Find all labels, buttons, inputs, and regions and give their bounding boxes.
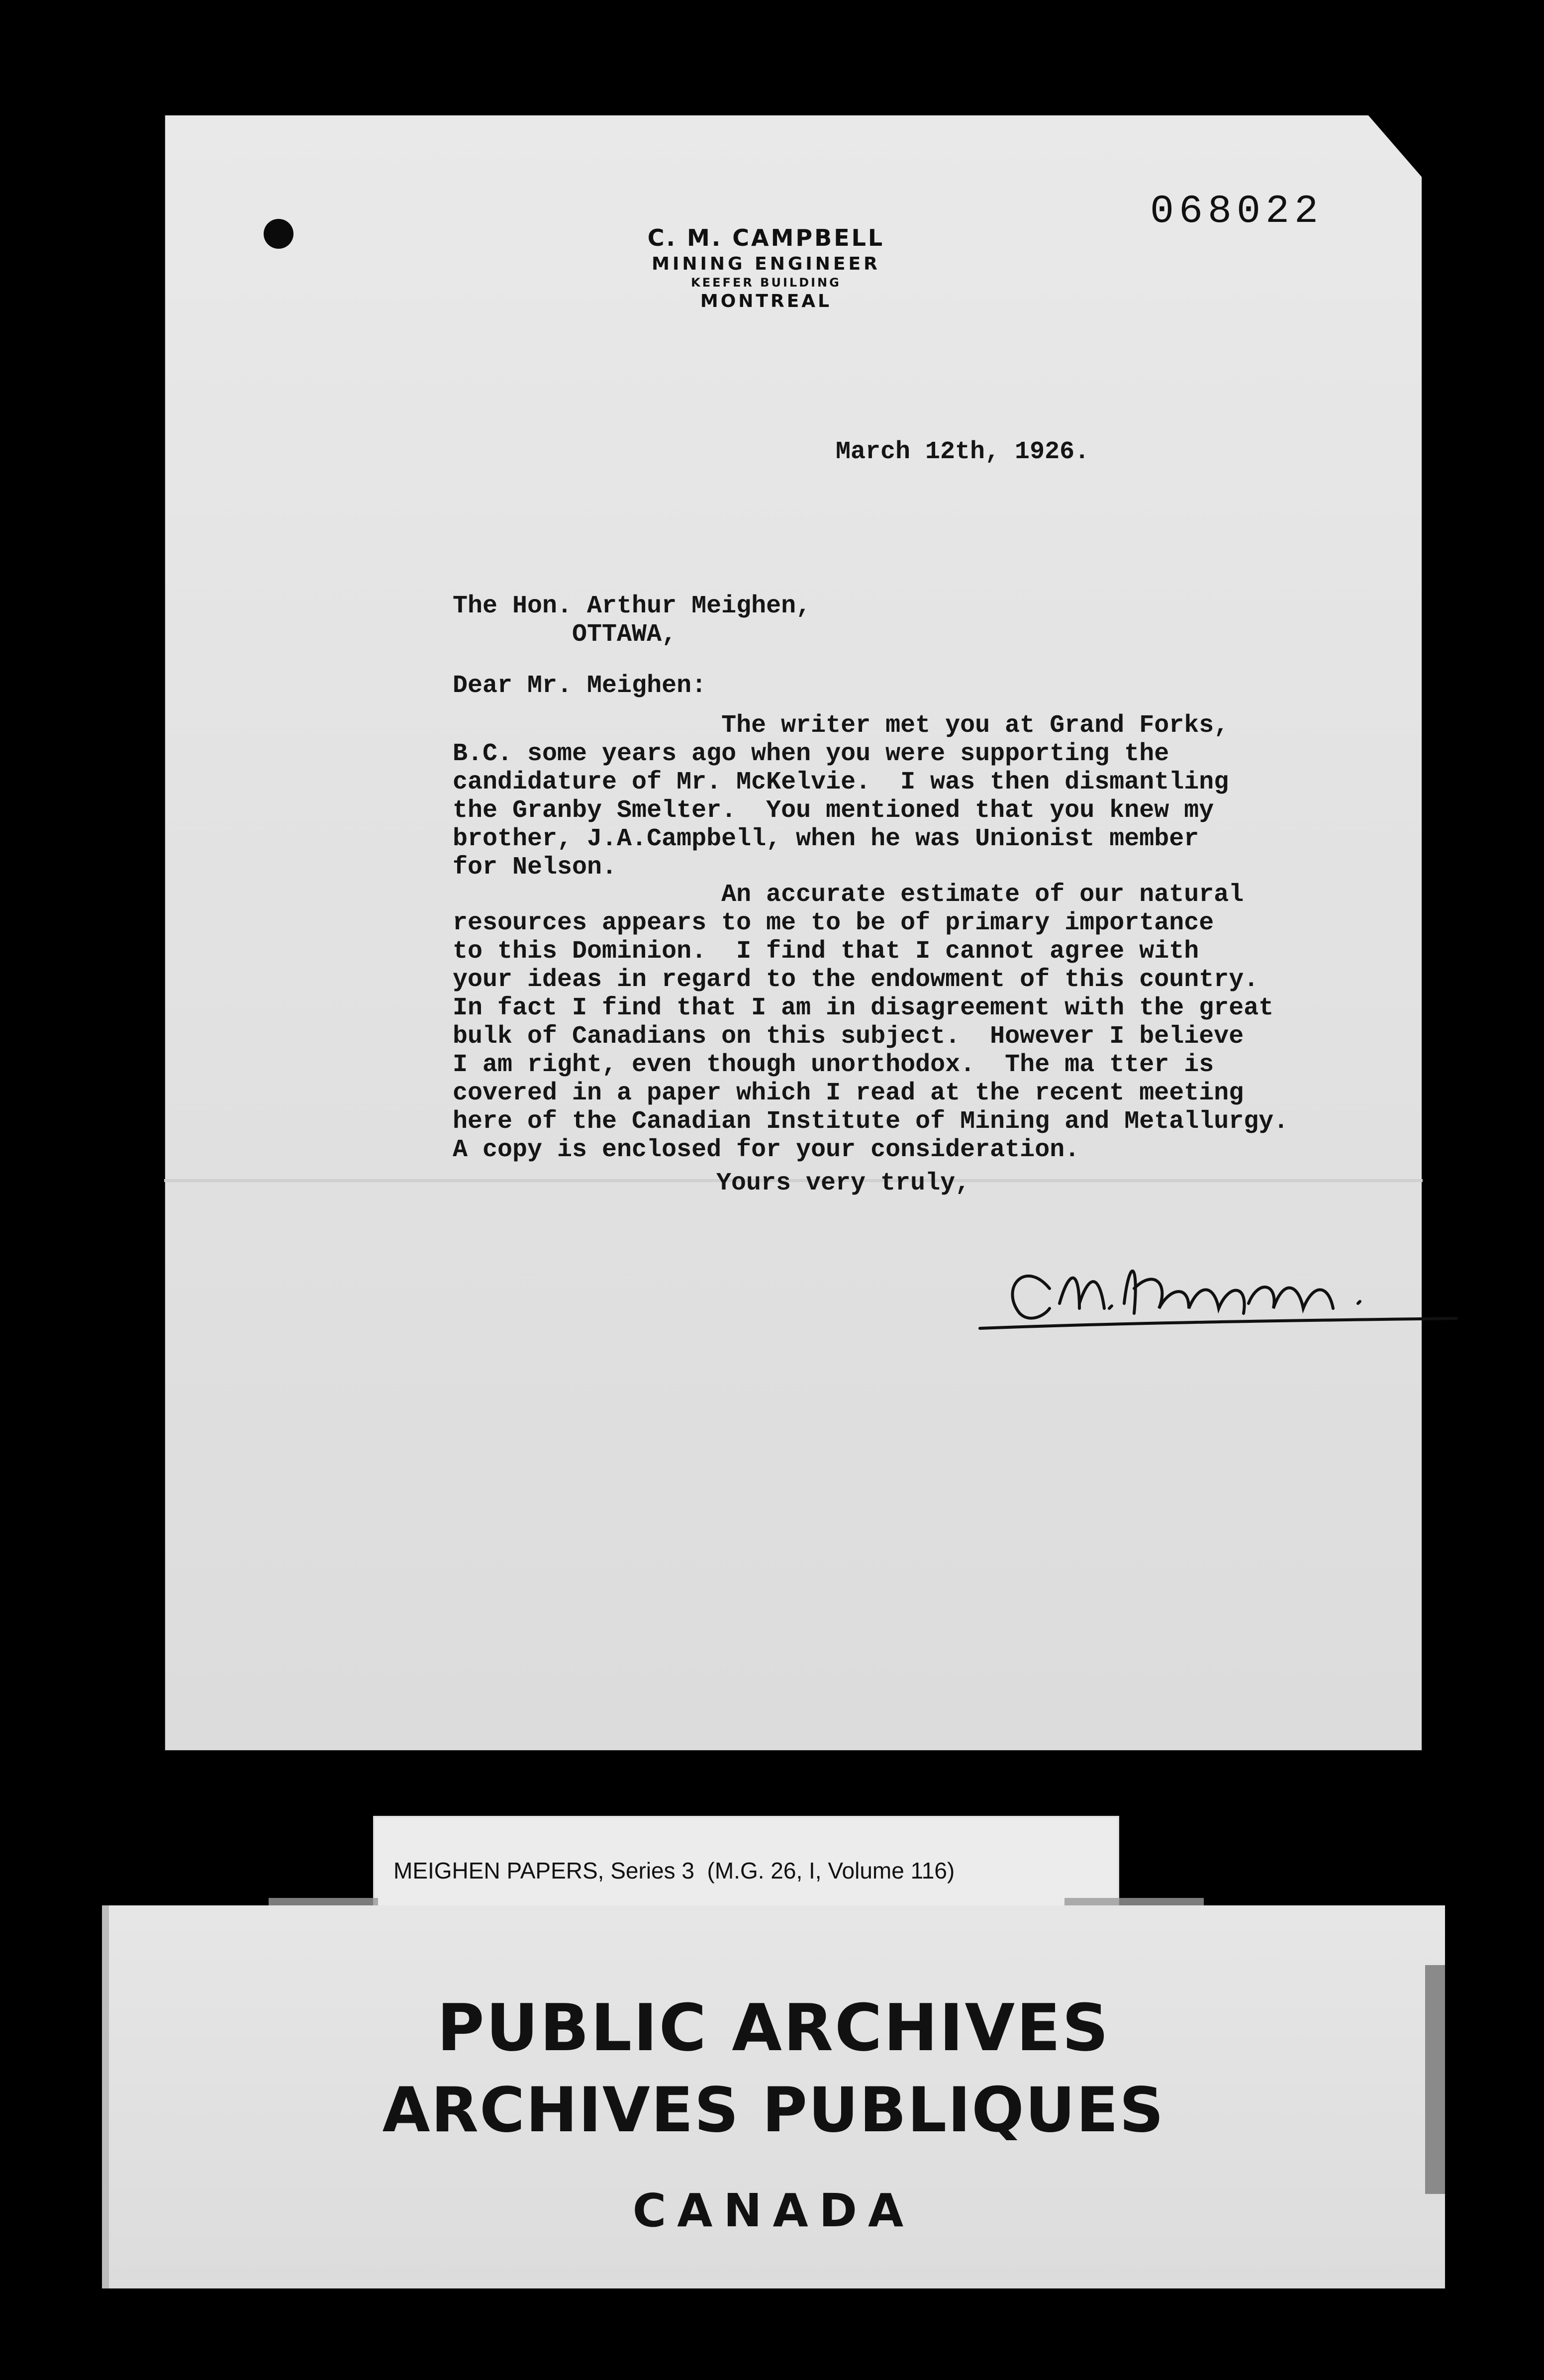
archive-label-line-3: CANADA: [632, 2184, 915, 2237]
letter-date: March 12th, 1926.: [836, 438, 1090, 466]
salutation: Dear Mr. Meighen:: [453, 672, 707, 700]
document-number: 068022: [1150, 189, 1323, 234]
closing: Yours very truly,: [716, 1169, 970, 1197]
letter-page: [164, 114, 1423, 1751]
archive-label-line-2: ARCHIVES PUBLIQUES: [382, 2075, 1165, 2146]
handwritten-signature: [811, 1229, 1457, 1338]
punch-hole: [264, 219, 293, 249]
letterhead-city: MONTREAL: [700, 291, 832, 311]
archive-reference-slip: [373, 1816, 1119, 1910]
folded-corner: [1365, 111, 1430, 186]
letterhead-name: C. M. CAMPBELL: [647, 224, 885, 251]
archive-label: [102, 1905, 1445, 2288]
letterhead-title: MINING ENGINEER: [652, 253, 880, 274]
body-paragraph-2: An accurate estimate of our natural resources appears to me to be of primary importance to this Dominion. I find that I cannot agree with your ideas in regard to the endowment of this country. In fact I find that I am in disagreement with the great bulk of Canadians on this subject. However I believe I am right, even though unorthodox. The ma tter is covered in a paper which I read at the recent meeting here of the Canadian Institute of Mining and Metallurgy. A copy is enclosed for your consideration.: [453, 881, 1289, 1164]
letterhead-building: KEEFER BUILDING: [691, 275, 841, 290]
archive-reference-text: MEIGHEN PAPERS, Series 3 (M.G. 26, I, Volume 116): [393, 1858, 955, 1884]
body-paragraph-1: The writer met you at Grand Forks, B.C. some years ago when you were supporting the candidature of Mr. McKelvie. I was then dismantling the Granby Smelter. You mentioned that you knew my brother, J.A.Campbell, when he was Unionist member for Nelson.: [453, 711, 1229, 882]
archive-label-line-1: PUBLIC ARCHIVES: [437, 1990, 1110, 2066]
recipient-address: The Hon. Arthur Meighen, OTTAWA,: [453, 592, 811, 649]
letterhead: [612, 224, 920, 312]
